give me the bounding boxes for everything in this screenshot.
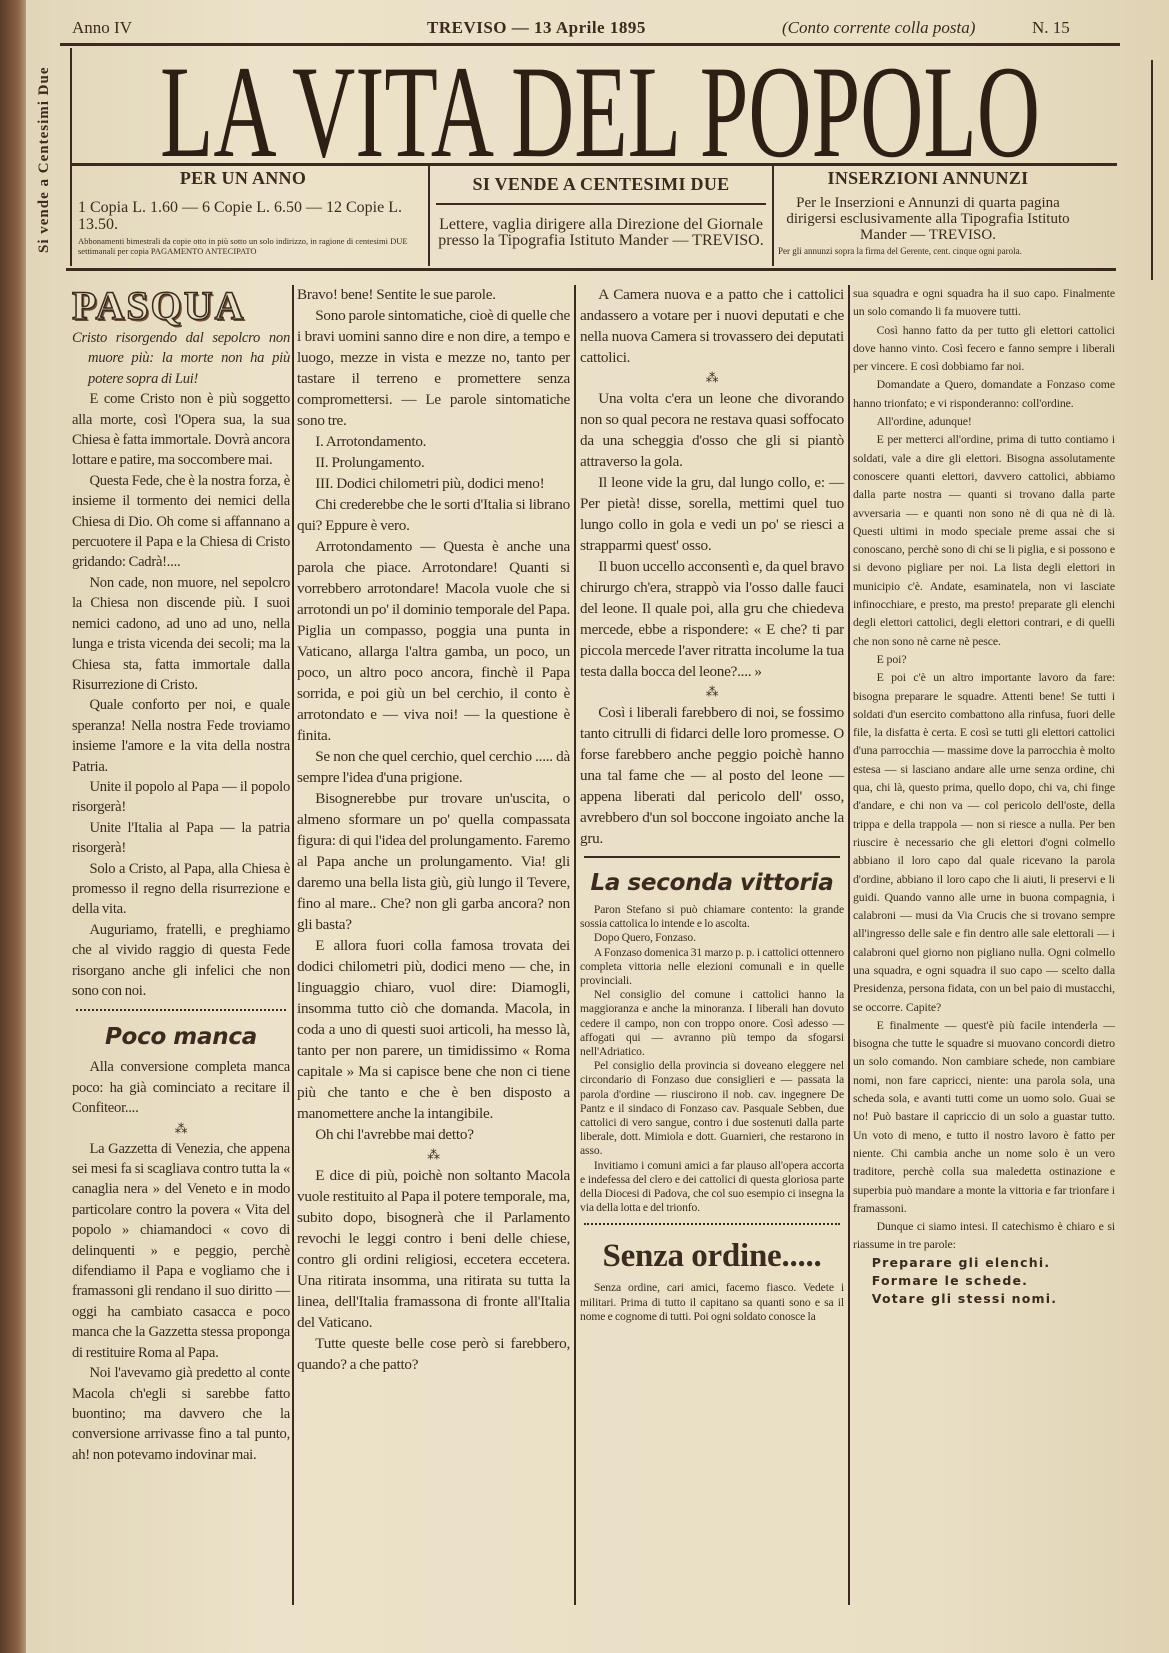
paragraph: All'ordine, adunque! bbox=[876, 414, 972, 429]
paragraph: Noi l'avevamo già predetto al conte Macola ch'egli si sarebbe fatto buontino; ma davvero che la conversione arrivasse fino a tal punto, ah! non potevamo indovinar mai. bbox=[72, 1365, 290, 1463]
paragraph: E poi c'è un altro importante lavoro da fare: bisogna preparare le squadre. Attenti bene! Se tutti i soldati d'un esercito combattono alla rinfusa, fuori delle file, la disfatta è certa. E così se tutti gli elettori cattolici d'una parrocchia — massime dove la parrocchia è molto estesa — si lasciano andare alle urne senza ordine, chi qua, chi là, questo prima, quello dopo, chi va, chi finge d'andare, e chi non va — col pericolo dell'oste, della trippa e della trappola — non si riesce a nulla. Per ben riuscire è necessario che gli elettori d'ogni colmello abbiano il loro capo dal quale ricevano la parola d'ordine, abbiano il loro capo che li aiuti, li preservi e li guidi. Quando vanno alle urne in buona compagnia, i calabroni — musi da Via Crucis che si trovano sempre all'ingresso delle sale e fin dentro alle sale elettorali — i calabroni quel giorno non pigliano nulla. Ogni colmello una squadra, e ogni squadra il suo capo — scelto dalla Presidenza, persona fidata, con un bel paio di mustacchi, se occorre. Capite? bbox=[853, 670, 1115, 1014]
asterism-ornament: ⁂ bbox=[705, 370, 719, 385]
paragraph: E come Cristo non è più soggetto alla morte, così l'Opera sua, la sua Chiesa è fatta immortale. Dovrà ancora lottare e patire, ma soccombere mai. bbox=[72, 391, 290, 469]
paragraph: Così i liberali farebbero di noi, se fossimo tanto citrulli di fidarci delle loro promesse. O forse farebbero anche peggio poichè hanno una tal fame che — al posto del leone — appena liberati dal pericolo dell' osso, avrebbero d'un sol boccone ingoiato anche la gru. bbox=[580, 704, 844, 847]
paragraph: Non cade, non muore, nel sepolcro la Chiesa non discende più. I suoi nemici cadono, ad uno ad uno, nella lunga e trista vicenda dei secoli; ma la Chiesa sta, fatta immortale dalla Risurrezione di Cristo. bbox=[72, 574, 290, 693]
dateline: TREVISO — 13 Aprile 1895 bbox=[427, 18, 646, 37]
paragraph: E allora fuori colla famosa trovata dei dodici chilometri più, dodici meno — che, in linguaggio chiaro, vuol dire: Diamogli, insomma tutto ciò che domanda. Macola, in coda a uno di questi suoi articoli, ha messo là, tanto per non parere, un timidissimo « Roma capitale » Ma si capisce bene che non ci tiene più che tanto e che è ben disposto a manomettere anche la intangibile. bbox=[297, 937, 570, 1122]
paragraph: Tutte queste belle cose però si farebbero, quando? a che patto? bbox=[297, 1335, 570, 1373]
paragraph: Il leone vide la gru, dal lungo collo, e: — Per pietà! disse, sorella, mettimi quel tuo lungo collo in gola e vedi un po' se riesci a strapparmi quest' osso. bbox=[580, 474, 844, 554]
issue-number: N. 15 bbox=[1032, 18, 1070, 37]
paragraph: Il buon uccello acconsentì e, da quel bravo chirurgo ch'era, strappò via l'osso dalle fauci del leone. Il quale poi, alla gru che chiedeva mercede, ebbe a rispondere: « E che? ti par piccola mercede l'aver ritratta incolume la tua testa dalla bocca del leone?.... » bbox=[580, 558, 844, 680]
article-heading: Senza ordine..... bbox=[602, 1238, 822, 1275]
paragraph: Unite l'Italia al Papa — la patria risorgerà! bbox=[72, 819, 290, 857]
divider bbox=[66, 268, 1116, 271]
divider bbox=[70, 48, 72, 266]
column-3 bbox=[580, 284, 844, 1324]
column-rule bbox=[574, 285, 576, 1605]
divider bbox=[584, 856, 840, 858]
paragraph: II. Prolungamento. bbox=[315, 454, 425, 471]
subscription-prices: 1 Copia L. 1.60 — 6 Copie L. 6.50 — 12 Copie L. 13.50. bbox=[78, 199, 402, 233]
masthead-title bbox=[120, 52, 1080, 162]
paragraph: E per metterci all'ordine, prima di tutto contiamo i soldati, vale a dire gli elettori. Bisogna assolutamente conoscere quanti elettori, davvero cattolici, abbiamo dalla parte nostra — quanti si trovano dalla parte avversaria — e quanti non sono nè di qua nè di là. Questi ultimi in modo speciale preme assai che si conoscano, perchè sono di chi se li piglia, e si possono e si devono pigliare per noi. La lista degli elettori in municipio c'è. Andate, esaminatela, non vi lasciate infinocchiare, e presto, ma presto! preparate gli elenchi degli elettori cattolici, degli elettori contrari, e di quelli che non sono nè carne nè pesce. bbox=[853, 432, 1115, 648]
article-lead: Cristo risorgendo dal sepolcro non muore più: la morte non ha più potere sopra di Lui! bbox=[72, 330, 290, 387]
paragraph: Quale conforto per noi, e quale speranza! Nella nostra Fede troviamo insieme l'amore e la vita della nostra Patria. bbox=[72, 697, 290, 775]
paragraph: sua squadra e ogni squadra ha il suo capo. Finalmente un solo comando li fa muovere tutti. bbox=[853, 286, 1115, 319]
sale-box bbox=[436, 168, 766, 266]
paragraph: Unite il popolo al Papa — il popolo risorgerà! bbox=[72, 778, 290, 816]
paragraph: Dunque ci siamo intesi. Il catechismo è chiaro e si riassume in tre parole: bbox=[853, 1219, 1115, 1252]
paragraph: E poi? bbox=[876, 651, 907, 666]
asterism-ornament: ⁂ bbox=[174, 1120, 188, 1136]
divider bbox=[60, 43, 1120, 46]
paragraph: Alla conversione completa manca poco: ha già cominciato a recitare il Confiteor.... bbox=[72, 1059, 290, 1117]
article-heading: La seconda vittoria bbox=[590, 870, 834, 896]
paragraph: A Camera nuova e a patto che i cattolici andassero a votare per i nuovi deputati e che nella nuova Camera si trovassero dei deputati cattolici. bbox=[580, 286, 844, 366]
paragraph: Arrotondamento — Questa è anche una parola che piace. Arrotondare! Quanti si vorrebbero arrotondare! Macola vuole che si arrotondi un po' il dominio temporale del Papa. Piglia un compasso, poggia una punta in Vaticano, allarga l'altra gamba, un poco, un poco, un altro poco ancora, finchè il Papa sorrida, e poi giù un bel cerchio, il conto è arrotondato e — viva noi! — la questione è finita. bbox=[297, 538, 570, 744]
ads-heading: INSERZIONI ANNUNZI bbox=[827, 168, 1029, 188]
paragraph: I. Arrotondamento. bbox=[315, 433, 427, 450]
paragraph: Chi crederebbe che le sorti d'Italia si librano qui? Eppure è vero. bbox=[297, 496, 570, 534]
divider bbox=[72, 163, 1117, 166]
subscription-heading: PER UN ANNO bbox=[179, 168, 307, 188]
column-rule bbox=[292, 285, 294, 1605]
masthead-title-text: LA VITA DEL POPOLO bbox=[160, 52, 1040, 162]
paragraph: Se non che quel cerchio, quel cerchio ..... dà sempre l'idea d'una prigione. bbox=[297, 748, 570, 786]
side-note-left: Si vende a Centesimi Due bbox=[36, 66, 52, 254]
paragraph: Una volta c'era un leone che divorando non so qual pecora ne restava quasi soffocato da una scheggia d'osso che gli si piantò attraverso la gola. bbox=[580, 390, 844, 470]
subscription-box bbox=[78, 168, 408, 266]
divider bbox=[428, 166, 430, 266]
article-title-pasqua: PASQUA bbox=[72, 283, 246, 328]
paragraph: Pel consiglio della provincia si doveano eleggere nel circondario di Fonzaso due consiglieri e — passata la parola d'ordine — riuscirono il nob. cav. ingegnere De Pantz e il sindaco di Fonzaso cav. Pasquale Sebben, due cattolici di vero sangue, contro i due sostenuti dalla parte liberale, dott. Mimiola e dott. Guarnieri, che restarono in asso. bbox=[580, 1059, 844, 1158]
divider bbox=[436, 203, 766, 205]
subscription-note: Abbonamenti bimestrali da copie otto in più sotto un solo indirizzo, in ragione di centesimi DUE settimanali per copia PAGAMENTO ANTECIPATO bbox=[78, 236, 408, 256]
divider bbox=[584, 1223, 840, 1225]
paragraph: Bravo! bene! Sentite le sue parole. bbox=[297, 286, 496, 303]
paragraph: Solo a Cristo, al Papa, alla Chiesa è promesso il regno della risurrezione e della vita. bbox=[72, 860, 290, 918]
slogan-line: Votare gli stessi nomi. bbox=[871, 1291, 1058, 1307]
paragraph: Paron Stefano si può chiamare contento: la grande sossia cattolica lo intende e lo ascolta. bbox=[580, 903, 844, 931]
asterism-ornament: ⁂ bbox=[705, 684, 719, 699]
year-label: Anno IV bbox=[72, 18, 132, 37]
asterism-ornament: ⁂ bbox=[427, 1147, 440, 1162]
paragraph: Così hanno fatto da per tutto gli elettori cattolici dove hanno vinto. Così fecero e fanno sempre i liberali per vincere. E così dobbiamo far noi. bbox=[853, 322, 1115, 374]
paragraph: Oh chi l'avrebbe mai detto? bbox=[315, 1126, 474, 1143]
paragraph: III. Dodici chilometri più, dodici meno! bbox=[315, 475, 545, 492]
right-edge-border bbox=[1151, 60, 1169, 280]
divider bbox=[76, 1009, 286, 1011]
ads-text: Per le Inserzioni e Annunzi di quarta pagina dirigersi esclusivamente alla Tipografia Istituto Mander — TREVISO. bbox=[786, 195, 1070, 243]
paragraph: Auguriamo, fratelli, e preghiamo che al vivido raggio di questa Fede risorgano anche gli infelici che non sono con noi. bbox=[72, 921, 290, 999]
paragraph: Senza ordine, cari amici, facemo fiasco. Vedete i militari. Prima di tutto il capitano sa quanti sono e sa il nome e cognome di tutti. Poi ogni soldato conosce la bbox=[580, 1281, 844, 1323]
divider bbox=[772, 166, 774, 266]
column-1 bbox=[72, 284, 290, 1465]
sale-text: Lettere, vaglia dirigere alla Direzione del Giornale presso la Tipografia Istituto Mander — TREVISO. bbox=[438, 216, 764, 249]
paragraph: Dopo Quero, Fonzaso. bbox=[593, 931, 696, 945]
paragraph: Invitiamo i comuni amici a far plauso all'opera accorta e indefessa del clero e dei cattolici di questa gloriosa parte della Diocesi di Padova, che col suo esempio ci insegna la via della lotta e del trionfo. bbox=[580, 1158, 844, 1215]
paragraph: Domandate a Quero, domandate a Fonzaso come hanno trionfato; e vi risponderanno: coll'ordine. bbox=[853, 377, 1115, 410]
paragraph: La Gazzetta di Venezia, che appena sei mesi fa si scagliava contro tutta la « canaglia nera » del Veneto e in modo particolare contro la povera « Vita del popolo » chiamandoci « covo di delinquenti » e peggio, perchè difendiamo il Papa e vogliamo che i framassoni gli rendano il suo diritto — oggi ha cambiato casacca e poco manca che la Gazzetta stessa proponga di restituire Roma al Papa. bbox=[72, 1140, 290, 1361]
top-line bbox=[72, 14, 1152, 44]
sale-heading: SI VENDE A CENTESIMI DUE bbox=[472, 174, 730, 194]
paragraph: Sono parole sintomatiche, cioè di quelle che i bravi uomini sanno dire e non dire, a tempo e luogo, mezze in vista e mezze no, tanto per tastare il terreno e promettere senza compromettersi. — Le parole sintomatiche sono tre. bbox=[297, 307, 570, 429]
paragraph: E finalmente — quest'è più facile intenderla — bisogna che tutte le squadre si muovano concordi dietro un solo comando. Non cambiare schede, non cambiare nomi, non fare capricci, niente: una parola sola, una scheda sola, e avanti tutti come un uomo solo. Guai se no! Può bastare il capriccio di un solo a guastar tutto. Un voto di meno, e tutto il nostro lavoro è fatto per niente. Chi cambia anche un nome solo è un vero traditore, perchè colla sua maledetta ostinazione e superbia può mandare a monte la vittoria e far trionfare i framassoni. bbox=[853, 1017, 1115, 1215]
paragraph: Bisognerebbe pur trovare un'uscita, o almeno sformare un po' quella compassata figura: di qui l'idea del prolungamento. Faremo al Papa anche un prolungamento. Via! gli daremo una bella lista giù, giù lungo il Tevere, fino al mare.. Che? non gli garba ancora? non gli basta? bbox=[297, 790, 570, 933]
paragraph: A Fonzaso domenica 31 marzo p. p. i cattolici ottennero completa vittoria nelle elezioni comunali e in quelle provinciali. bbox=[580, 945, 844, 988]
column-rule bbox=[848, 285, 850, 1605]
article-heading: Poco manca bbox=[104, 1024, 258, 1051]
postal-note: (Conto corrente colla posta) bbox=[782, 18, 976, 37]
paragraph: E dice di più, poichè non soltanto Macola vuole restituito al Papa il potere temporale, ma, subito dopo, bisognerà che il Parlamento revochi le leggi contro i beni delle chiese, contro gli ordini religiosi, eccetera eccetera. Una ritirata insomma, una ritirata su tutta la linea, dell'Italia framassona di fronte all'Italia del Vaticano. bbox=[297, 1167, 570, 1331]
column-2 bbox=[297, 284, 570, 1375]
slogan-line: Preparare gli elenchi. bbox=[871, 1254, 1051, 1270]
slogan-line: Formare le schede. bbox=[871, 1273, 1029, 1289]
paragraph: Questa Fede, che è la nostra forza, è insieme il tormento dei nemici della Chiesa di Dio. Oh come si affannano a percuotere il Papa e la Chiesa di Cristo gridando: Cadrà!.... bbox=[72, 472, 290, 571]
paragraph: Nel consiglio del comune i cattolici hanno la maggioranza e anche la minoranza. I liberali han dovuto cedere il campo, non con troppo onore. Così adesso — affogati qui — avranno più tempo da sfogarsi nell'Adriatico. bbox=[580, 988, 844, 1059]
ads-box bbox=[778, 168, 1078, 266]
column-4 bbox=[853, 284, 1115, 1309]
ads-note: Per gli annunzi sopra la firma del Gerente, cent. cinque ogni parola. bbox=[778, 246, 1022, 256]
